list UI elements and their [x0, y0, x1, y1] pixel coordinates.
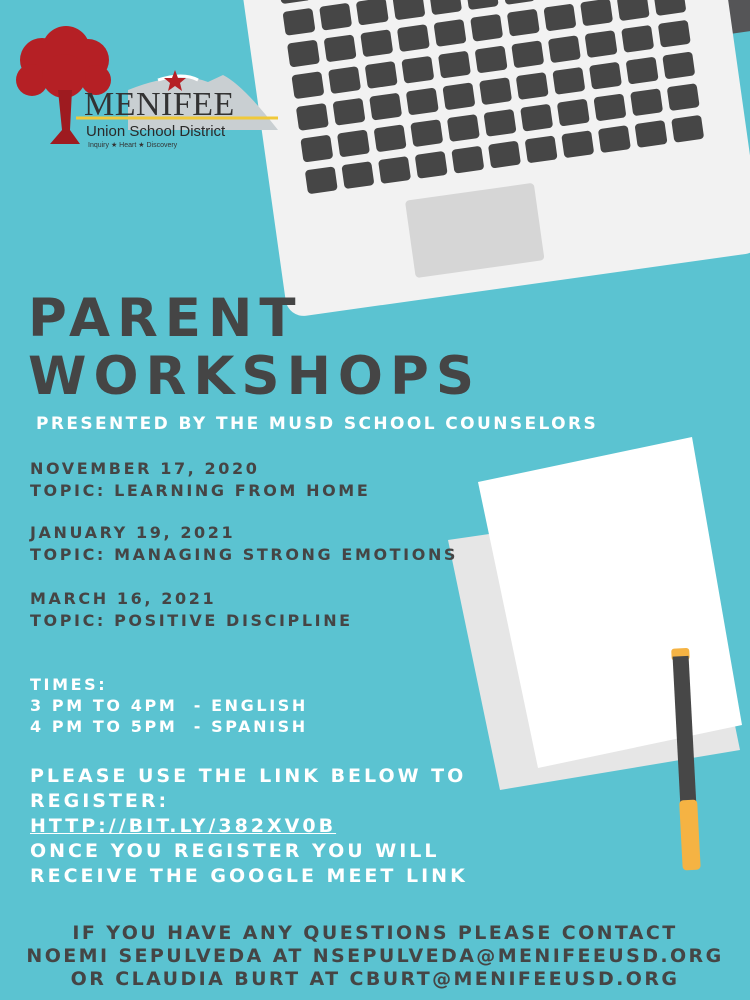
times-block — [30, 674, 308, 737]
register-line-1: PLEASE USE THE LINK BELOW TO — [30, 765, 467, 787]
logo-name: MENIFEE — [84, 86, 235, 123]
subtitle: PRESENTED BY THE MUSD SCHOOL COUNSELORS — [36, 414, 599, 434]
page-title — [28, 290, 481, 406]
title-line-2: WORKSHOPS — [28, 346, 481, 407]
logo-district: Union School District — [86, 123, 226, 140]
logo-tagline: Inquiry ★ Heart ★ Discovery — [88, 142, 178, 149]
register-line-4: RECEIVE THE GOOGLE MEET LINK — [30, 865, 468, 887]
times-heading: TIMES: — [30, 675, 108, 694]
register-link[interactable]: HTTP://BIT.LY/382XV0B — [30, 815, 337, 837]
register-line-2: REGISTER: — [30, 790, 170, 812]
contact-line-1: IF YOU HAVE ANY QUESTIONS PLEASE CONTACT — [72, 922, 678, 944]
contact-block — [0, 922, 750, 991]
contact-line-3: OR CLAUDIA BURT AT CBURT@MENIFEEUSD.ORG — [70, 968, 680, 990]
session-topic: TOPIC: MANAGING STRONG EMOTIONS — [30, 545, 459, 564]
session-2 — [30, 522, 458, 566]
session-topic: TOPIC: LEARNING FROM HOME — [30, 481, 371, 500]
session-date: JANUARY 19, 2021 — [30, 523, 236, 542]
session-1 — [30, 458, 370, 502]
time-english: 3 PM TO 4PM - ENGLISH — [30, 696, 308, 715]
session-3 — [30, 588, 353, 632]
session-topic: TOPIC: POSITIVE DISCIPLINE — [30, 611, 353, 630]
contact-line-2: NOEMI SEPULVEDA AT NSEPULVEDA@MENIFEEUSD.ORG — [26, 945, 724, 967]
register-line-3: ONCE YOU REGISTER YOU WILL — [30, 840, 440, 862]
session-date: NOVEMBER 17, 2020 — [30, 459, 260, 478]
time-spanish: 4 PM TO 5PM - SPANISH — [30, 717, 308, 736]
register-block — [30, 764, 468, 889]
title-line-1: PARENT — [28, 288, 303, 349]
district-logo — [8, 20, 288, 160]
session-date: MARCH 16, 2021 — [30, 589, 217, 608]
